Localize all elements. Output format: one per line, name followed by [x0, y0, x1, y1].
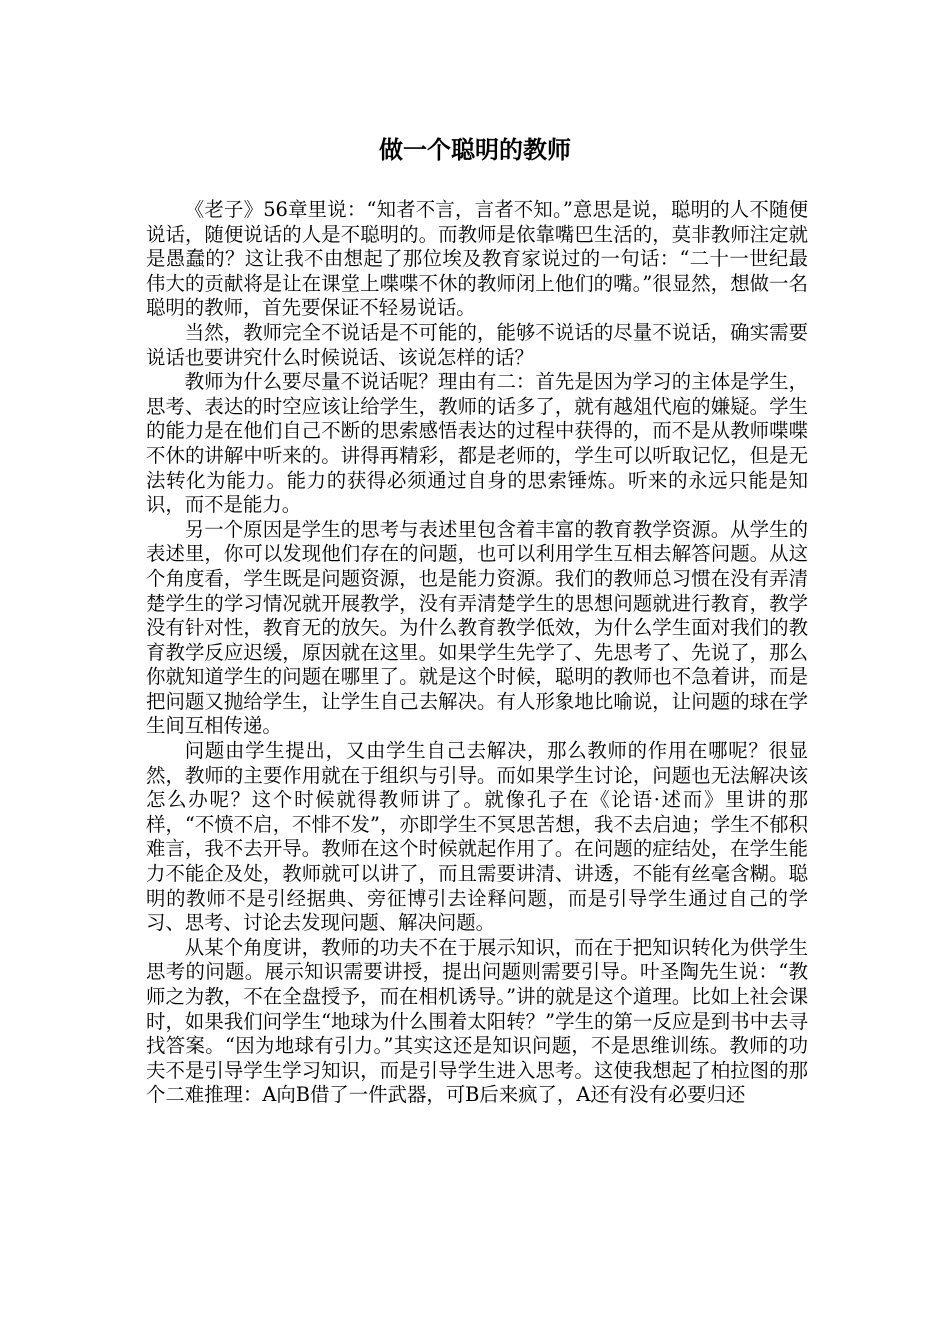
- paragraph-6: 从某个角度讲，教师的功夫不在于展示知识，而在于把知识转化为供学生思考的问题。展示知识需要讲授，提出问题则需要引导。叶圣陶先生说：“教师之为教，不在全盘授予，而在相机诱导。”讲的就是这个道理。比如上社会课时，如果我们问学生“地球为什么围着太阳转？”学生的第一反应是到书中去寻找答案。“因为地球有引力。”其实这还是知识问题，不是思维训练。教师的功夫不是引导学生学习知识，而是引导学生进入思考。这使我想起了柏拉图的那个二难推理：A向B借了一件武器，可B后来疯了，A还有没有必要归还: [146, 935, 808, 1107]
- paragraph-3: 教师为什么要尽量不说话呢？理由有二：首先是因为学习的主体是学生，思考、表达的时空应该让给学生，教师的话多了，就有越俎代庖的嫌疑。学生的能力是在他们自己不断的思索感悟表达的过程中获得的，而不是从教师喋喋不休的讲解中听来的。讲得再精彩，都是老师的，学生可以听取记忆，但是无法转化为能力。能力的获得必须通过自身的思索锤炼。听来的永远只能是知识，而不是能力。: [146, 370, 808, 517]
- paragraph-1: 《老子》56章里说：“知者不言，言者不知。”意思是说，聪明的人不随便说话，随便说话的人是不聪明的。而教师是依靠嘴巴生活的，莫非教师注定就是愚蠢的？这让我不由想起了那位埃及教育家说过的一句话：“二十一世纪最伟大的贡献将是让在课堂上喋喋不休的教师闭上他们的嘴。”很显然，想做一名聪明的教师，首先要保证不轻易说话。: [146, 198, 808, 320]
- page-title: 做一个聪明的教师: [379, 136, 571, 164]
- paragraph-4: 另一个原因是学生的思考与表述里包含着丰富的教育教学资源。从学生的表述里，你可以发现他们存在的问题，也可以利用学生互相去解答问题。从这个角度看，学生既是问题资源，也是能力资源。我们的教师总习惯在没有弄清楚学生的学习情况就开展教学，没有弄清楚学生的思想问题就进行教育，教学没有针对性，教育无的放矢。为什么教育教学低效，为什么学生面对我们的教育教学反应迟缓，原因就在这里。如果学生先学了、先思考了、先说了，那么你就知道学生的问题在哪里了。就是这个时候，聪明的教师也不急着讲，而是把问题又抛给学生，让学生自己去解决。有人形象地比喻说，让问题的球在学生间互相传递。: [146, 517, 808, 738]
- paragraph-2: 当然，教师完全不说话是不可能的，能够不说话的尽量不说话，确实需要说话也要讲究什么时候说话、该说怎样的话？: [146, 320, 808, 369]
- article-body: [146, 198, 808, 1108]
- paragraph-5: 问题由学生提出，又由学生自己去解决，那么教师的作用在哪呢？很显然，教师的主要作用就在于组织与引导。而如果学生讨论，问题也无法解决该怎么办呢？这个时候就得教师讲了。就像孔子在《论语·述而》里讲的那样，“不愤不启，不悱不发”，亦即学生不冥思苦想，我不去启迪；学生不郁积难言，我不去开导。教师在这个时候就起作用了。在问题的症结处，在学生能力不能企及处，教师就可以讲了，而且需要讲清、讲透，不能有丝毫含糊。聪明的教师不是引经据典、旁征博引去诠释问题，而是引导学生通过自己的学习、思考、讨论去发现问题、解决问题。: [146, 739, 808, 935]
